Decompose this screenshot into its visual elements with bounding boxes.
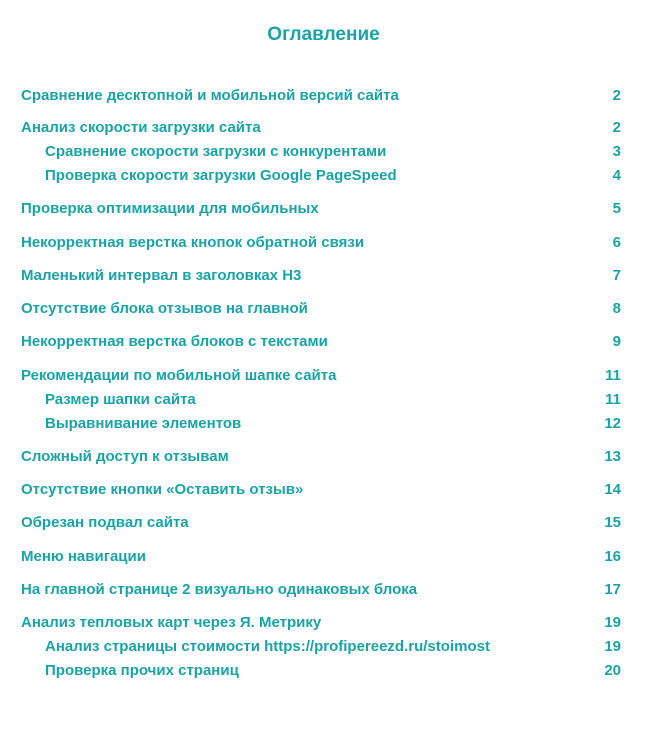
toc-entry-text: Сравнение десктопной и мобильной версий сайта [21, 87, 399, 104]
toc-entry[interactable] [21, 366, 621, 386]
toc-entry-text: Некорректная верстка кнопок обратной связи [21, 234, 365, 251]
toc-entry[interactable] [21, 86, 621, 106]
toc-entry-text: Анализ скорости загрузки сайта [21, 119, 261, 136]
toc-entry-text: Анализ тепловых карт через Я. Метрику [21, 614, 322, 631]
toc-entry-page: 11 [605, 367, 621, 384]
toc-entry[interactable] [21, 613, 621, 633]
toc-entry-page: 2 [612, 87, 621, 104]
toc-entry-page: 13 [604, 448, 621, 465]
toc-entry-text: На главной странице 2 визуально одинаковых блока [21, 581, 418, 598]
toc-entry-text: Сравнение скорости загрузки с конкурентами [45, 143, 387, 160]
toc-entry-page: 7 [612, 267, 621, 284]
toc-entry-text: Выравнивание элементов [45, 415, 242, 432]
toc-entry-text: Проверка прочих страниц [45, 662, 239, 679]
toc-entry[interactable] [21, 480, 621, 500]
toc-entry-page: 16 [604, 548, 621, 565]
toc-entry[interactable] [21, 118, 621, 138]
toc-entry[interactable] [21, 580, 621, 600]
toc-entry-page: 5 [612, 200, 621, 217]
toc-entry-text: Некорректная верстка блоков с текстами [21, 333, 328, 350]
toc-entry-page: 6 [612, 234, 621, 251]
toc-entry-page: 3 [612, 143, 621, 160]
toc-entry-page: 19 [604, 638, 621, 655]
toc-subentry[interactable] [45, 661, 621, 681]
toc-entry-page: 19 [604, 614, 621, 631]
toc-entry-text: Сложный доступ к отзывам [21, 448, 229, 465]
toc-title: Оглавление [267, 24, 380, 45]
toc-entry[interactable] [21, 233, 621, 253]
toc-entry[interactable] [21, 199, 621, 219]
toc-subentry[interactable] [45, 637, 621, 657]
toc-entry-text: Рекомендации по мобильной шапке сайта [21, 367, 337, 384]
toc-subentry[interactable] [45, 390, 621, 410]
toc-entry-page: 12 [604, 415, 621, 432]
toc-entry-page: 9 [612, 333, 621, 350]
toc-subentry[interactable] [45, 414, 621, 434]
toc-entry-page: 4 [612, 167, 621, 184]
toc-entry-text: Отсутствие кнопки «Оставить отзыв» [21, 481, 304, 498]
toc-entry[interactable] [21, 299, 621, 319]
toc-entry-page: 8 [612, 300, 621, 317]
toc-subentry[interactable] [45, 142, 621, 162]
toc-entry[interactable] [21, 547, 621, 567]
toc-entry-page: 14 [604, 481, 621, 498]
toc-entry-text: Меню навигации [21, 548, 146, 565]
toc-entry[interactable] [21, 266, 621, 286]
toc-entry[interactable] [21, 332, 621, 352]
toc-entry-page: 11 [605, 391, 621, 408]
toc-entry-page: 17 [604, 581, 621, 598]
toc-entry-text: Проверка оптимизации для мобильных [21, 200, 319, 217]
toc-entry-text: Анализ страницы стоимости https://profipereezd.ru/stoimost [45, 638, 490, 655]
toc-entry-text: Маленький интервал в заголовках H3 [21, 267, 302, 284]
toc-entry-page: 20 [604, 662, 621, 679]
toc-entry-text: Проверка скорости загрузки Google PageSpeed [45, 167, 397, 184]
toc-entry-page: 2 [612, 119, 621, 136]
toc-subentry[interactable] [45, 166, 621, 186]
toc-entry[interactable] [21, 513, 621, 533]
toc-entry-page: 15 [604, 514, 621, 531]
toc-entry[interactable] [21, 447, 621, 467]
toc-entry-text: Обрезан подвал сайта [21, 514, 189, 531]
toc-entry-text: Отсутствие блока отзывов на главной [21, 300, 308, 317]
toc-entry-text: Размер шапки сайта [45, 391, 196, 408]
